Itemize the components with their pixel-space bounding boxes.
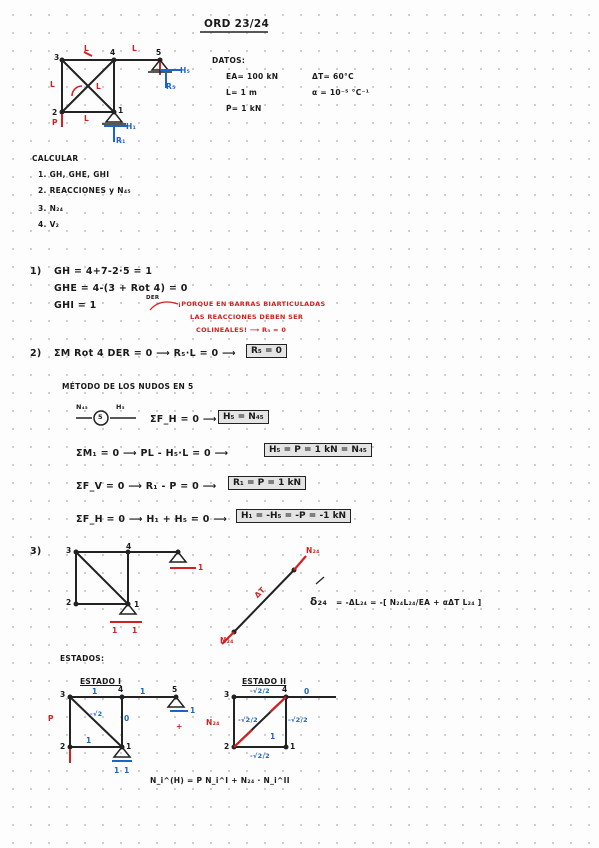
sec3-delta: δ₂₄ bbox=[310, 596, 328, 608]
calcular-item-2: 2. REACCIONES y N₄₅ bbox=[38, 186, 132, 195]
sec1-gh: GH = 4+7-2·5 = 1 bbox=[54, 266, 153, 277]
sec2-eq-fh: ΣF_H = 0 ⟶ H₁ + H₅ = 0 ⟶ bbox=[76, 514, 228, 525]
sec2-eq-h: ΣF_H = 0 ⟶ bbox=[150, 414, 217, 425]
estado-1-top-value-2: 1 bbox=[140, 687, 146, 696]
estado-2-node-3: 3 bbox=[224, 690, 230, 699]
sec2-number: 2) bbox=[30, 348, 42, 359]
calcular-item-4: 4. V₂ bbox=[38, 220, 60, 229]
sec3-node-2: 2 bbox=[66, 598, 72, 607]
sec1-note-line-2: LAS REACCIONES DEBEN SER bbox=[190, 313, 304, 321]
superposition-equation: N_i^(H) = P N_i^I + N₂₄ · N_i^II bbox=[150, 776, 290, 785]
calcular-title: CALCULAR bbox=[32, 154, 79, 163]
estado-2-node-2: 2 bbox=[224, 742, 230, 751]
sec1-number: 1) bbox=[30, 266, 42, 277]
fig1-r5: R₅ bbox=[166, 82, 176, 91]
estado-2-node-4: 4 bbox=[282, 685, 288, 694]
estado-1-node-3: 3 bbox=[60, 690, 66, 699]
fig1-node-4: 4 bbox=[110, 48, 116, 57]
datos-alpha: α = 10⁻⁵ °C⁻¹ bbox=[312, 88, 370, 97]
fig1-dim-bot: L bbox=[84, 114, 90, 123]
datos-p: P= 1 kN bbox=[226, 104, 262, 113]
sec1-ghi: GHI = 1 bbox=[54, 300, 97, 311]
sec3-bar-n24-bottom: N₂₄ bbox=[220, 636, 234, 645]
sec2-eq-v: ΣF_V = 0 ⟶ R₁ - P = 0 ⟶ bbox=[76, 481, 217, 492]
sec1-note-line-1: ¡PORQUE EN BARRAS BIARTICULADAS bbox=[178, 300, 326, 308]
estado-1-top-value: 1 bbox=[92, 687, 98, 696]
fig1-dim-mid: L bbox=[96, 82, 102, 91]
sec1-note-line-3: COLINEALES! ⟶ R₅ = 0 bbox=[196, 326, 287, 334]
sec3-red-one: 1 bbox=[198, 563, 204, 572]
sec3-number: 3) bbox=[30, 546, 42, 557]
sec2-box-v: R₁ = P = 1 kN bbox=[228, 476, 306, 490]
sec2-method-title: MÉTODO DE LOS NUDOS EN 5 bbox=[62, 382, 194, 391]
estado-1-node-5: 5 bbox=[172, 685, 178, 694]
sec2-box-m: H₅ = P = 1 kN = N₄₅ bbox=[264, 443, 372, 457]
estado-2-right-value: -√2/2 bbox=[288, 716, 308, 724]
fig1-dim-top: L bbox=[84, 44, 90, 53]
estado-2-n24: N₂₄ bbox=[206, 718, 220, 727]
sec1-ghe-sub: DER bbox=[146, 295, 160, 301]
sec2-node-n45: N₄₅ bbox=[76, 403, 89, 411]
fig1-node-5: 5 bbox=[156, 48, 162, 57]
estado-2-one: 1 bbox=[270, 732, 276, 741]
sec3-bar-dt: ΔT bbox=[252, 585, 268, 600]
estado-1-diag-value: -√2 bbox=[90, 710, 103, 718]
sec3-bar-n24-top: N₂₄ bbox=[306, 546, 320, 555]
fig1-dim-left: L bbox=[50, 80, 56, 89]
sec3-bottom-1b: 1 bbox=[132, 626, 138, 635]
estado-2-title: ESTADO II bbox=[242, 677, 287, 686]
sec2-node-five: 5 bbox=[98, 413, 103, 421]
estado-1-title: ESTADO I bbox=[80, 677, 122, 686]
fig1-node-2: 2 bbox=[52, 108, 58, 117]
sec2-box-h: H₅ = N₄₅ bbox=[218, 410, 269, 424]
estado-1-load-p: P bbox=[48, 714, 54, 723]
estado-1-bottom-2: 1 bbox=[124, 766, 130, 775]
estado-2-top-zero: 0 bbox=[304, 687, 310, 696]
sec3-compat-eq: = -ΔL₂₄ = -[ N₂₄L₂₄/EA + αΔT L₂₄ ] bbox=[336, 598, 482, 607]
sec3-node-4: 4 bbox=[126, 542, 132, 551]
estado-2-top-value: -√2/2 bbox=[250, 687, 270, 695]
estado-1-one: 1 bbox=[86, 736, 92, 745]
estado-2-bottom-value: -√2/2 bbox=[250, 752, 270, 760]
estados-title: ESTADOS: bbox=[60, 654, 105, 663]
fig1-load-p: P bbox=[52, 118, 58, 127]
estado-1-node-1: 1 bbox=[126, 742, 132, 751]
estado-2-node-1: 1 bbox=[290, 742, 296, 751]
fig1-node-1: 1 bbox=[118, 106, 124, 115]
estado-1-node-2: 2 bbox=[60, 742, 66, 751]
sec2-eq-m: ΣM₁ = 0 ⟶ PL - H₅·L = 0 ⟶ bbox=[76, 448, 229, 459]
truss-figure-3 bbox=[76, 552, 178, 604]
estado-1-right-value: 1 bbox=[190, 706, 196, 715]
fig1-node-3: 3 bbox=[54, 53, 60, 62]
sec1-ghe: GHE = 4-(3 + Rot 4) = 0 bbox=[54, 283, 188, 294]
sec3-bottom-1a: 1 bbox=[112, 626, 118, 635]
page-title: ORD 23/24 bbox=[204, 18, 270, 30]
estado-1-node-4: 4 bbox=[118, 685, 124, 694]
sec2-box-fh: H₁ = -H₅ = -P = -1 kN bbox=[236, 509, 351, 523]
sec3-node-1: 1 bbox=[134, 600, 140, 609]
fig1-dim-top-2: L bbox=[132, 44, 138, 53]
datos-ea: EA= 100 kN bbox=[226, 72, 279, 81]
sec3-node-3: 3 bbox=[66, 546, 72, 555]
truss-figure-1 bbox=[62, 60, 160, 112]
calcular-item-3: 3. N₂₄ bbox=[38, 204, 64, 213]
datos-dt: ΔT= 60°C bbox=[312, 72, 354, 81]
estado-1-plus: + bbox=[176, 722, 183, 731]
estado-1-zero: 0 bbox=[124, 714, 130, 723]
fig1-r1: R₁ bbox=[116, 136, 126, 145]
estado-1-bottom-1: 1 bbox=[114, 766, 120, 775]
sec2-node-h5: H₅ bbox=[116, 403, 125, 411]
fig1-h5: H₅ bbox=[180, 66, 191, 75]
fig1-h1: H₁ bbox=[126, 122, 137, 131]
calcular-item-1: 1. GH, GHE, GHI bbox=[38, 170, 110, 179]
estado-2-left-value: -√2/2 bbox=[238, 716, 258, 724]
datos-l: L= 1 m bbox=[226, 88, 258, 97]
sec2-moment-eq: ΣM Rot 4 DER = 0 ⟶ R₅·L = 0 ⟶ bbox=[54, 348, 236, 359]
sec2-r5-result: R₅ = 0 bbox=[246, 344, 287, 358]
datos-title: DATOS: bbox=[212, 56, 246, 65]
